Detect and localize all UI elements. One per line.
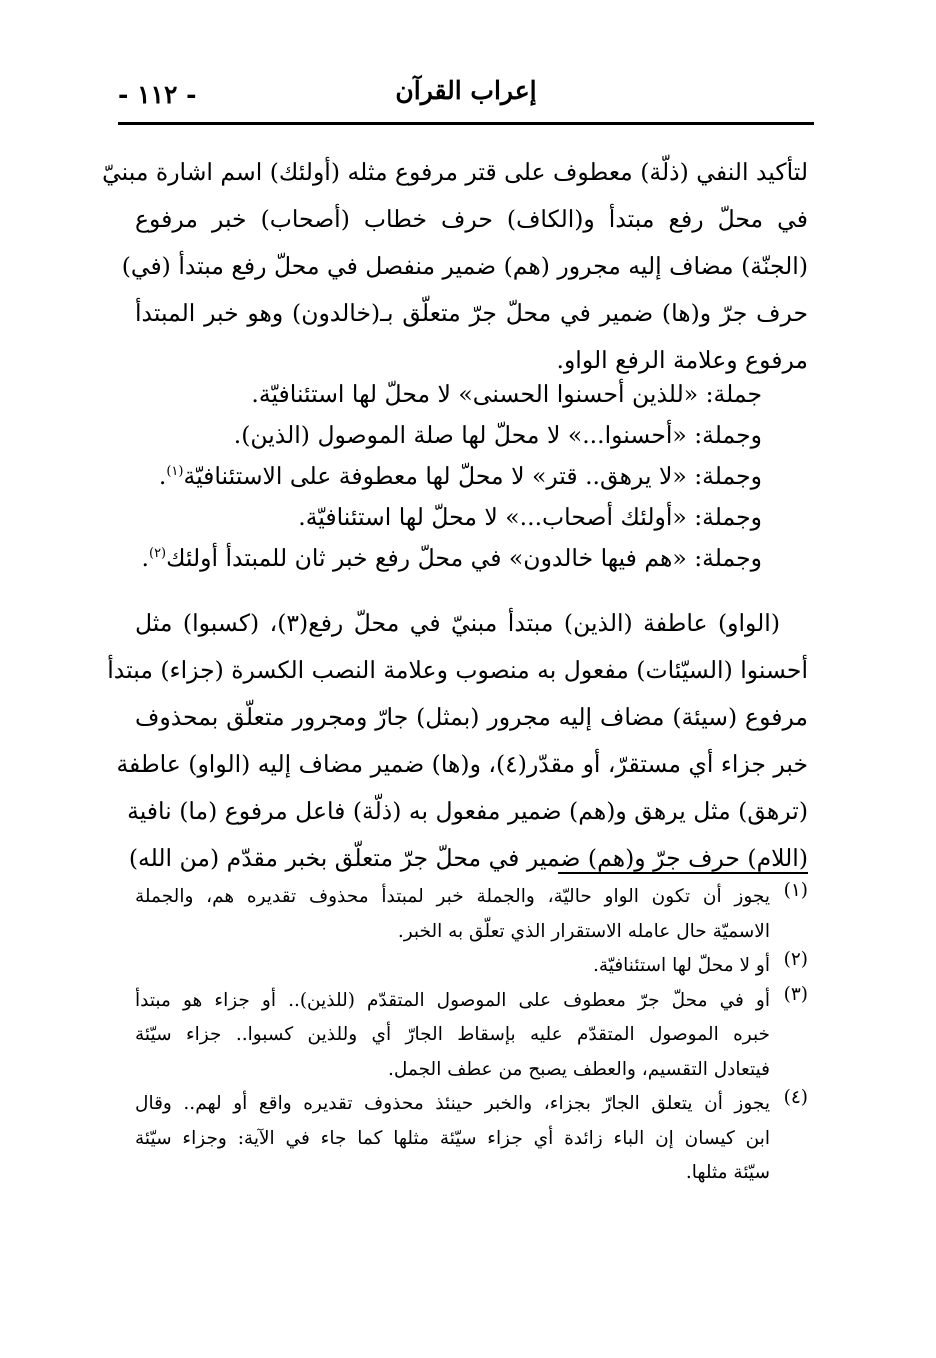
footnote-number: (١): [783, 880, 808, 901]
text-line: أحسنوا (السيّئات) مفعول به منصوب وعلامة النصب الكسرة (جزاء) مبتدأ: [107, 656, 808, 684]
text-line: (الواو) عاطفة (الذين) مبتدأ مبنيّ في محلّ رفع(٣)، (كسبوا) مثل: [135, 609, 781, 637]
footnote-3: [135, 984, 808, 1088]
sentence-text: وجملة: «أحسنوا...» لا محلّ لها صلة الموصول (الذين).: [233, 421, 762, 449]
text-line: مرفوع وعلامة الرفع الواو.: [556, 346, 808, 374]
footnote-number: (٤): [783, 1087, 808, 1108]
sentence-item: [150, 497, 762, 538]
footnote-1: [135, 880, 808, 949]
sentence-text: وجملة: «هم فيها خالدون» في محلّ رفع خبر ثان للمبتدأ أولئك: [166, 544, 762, 572]
paragraph-2: [107, 600, 808, 882]
footnote-number: (٢): [783, 949, 808, 970]
footnote-4: [135, 1087, 808, 1191]
text-line: (ترهق) مثل يرهق و(هم) ضمير مفعول به (ذلّة) فاعل مرفوع (ما) نافية: [127, 797, 808, 825]
footnotes: [135, 880, 808, 1191]
sentence-item: وجملة: «لا يرهق.. قتر» لا محلّ لها معطوفة على الاستئنافيّة$^{(١)}$.: [158, 462, 762, 490]
footnote-line: يجوز أن تكون الواو حاليّة، والجملة خبر لمبتدأ محذوف تقديره هم، والجملة: [135, 886, 770, 907]
text-line: (اللام) حرف جرّ و(هم) ضمير في محلّ جرّ متعلّق بخبر مقدّم (من الله): [128, 844, 808, 872]
footnote-line: أو لا محلّ لها استئنافيّة.: [592, 955, 770, 976]
sentence-list: [141, 374, 762, 579]
footnote-line: الاسميّة حال عامله الاستقرار الذي تعلّق به الخبر.: [397, 920, 770, 942]
footnote-line: أو في محلّ جرّ معطوف على الموصول المتقدّم (للذين).. أو جزاء هو مبتدأ: [135, 989, 770, 1011]
sentence-item: [150, 415, 762, 456]
text-line: (الجنّة) مضاف إليه مجرور (هم) ضمير منفصل في محلّ رفع مبتدأ (في): [121, 252, 808, 280]
text-line: مرفوع (سيئة) مضاف إليه مجرور (بمثل) جارّ ومجرور متعلّق بمحذوف: [135, 703, 808, 731]
page-title: إعراب القرآن: [395, 76, 537, 105]
text-line: حرف جرّ و(ها) ضمير في محلّ جرّ متعلّق بـ(خالدون) وهو خبر المبتدأ: [135, 299, 808, 327]
sentence-text: جملة: «للذين أحسنوا الحسنى» لا محلّ لها استئنافيّة.: [251, 380, 762, 408]
footnote-line: يجوز أن يتعلق الجارّ بجزاء، والخبر حينئذ محذوف تقديره واقع أو لهم.. وقال: [135, 1093, 770, 1114]
footnote-line: خبره الموصول المتقدّم عليه بإسقاط الجارّ أي وللذين كسبوا.. جزاء سيّئة: [135, 1024, 770, 1045]
footnote-2: [135, 949, 808, 984]
footnote-ref: (٢): [148, 546, 167, 562]
header-divider: [118, 122, 814, 125]
paragraph-1: [102, 149, 808, 384]
sentence-item: وجملة: «هم فيها خالدون» في محلّ رفع خبر ثان للمبتدأ أولئك$^{(٢)}$.: [141, 544, 762, 572]
footnote-ref: (١): [166, 464, 184, 480]
footnote-line: سيّئة مثلها.: [685, 1162, 770, 1183]
page-number: - ١١٢ -: [118, 80, 197, 109]
page-header: [118, 70, 814, 126]
footnote-divider: [558, 872, 808, 874]
footnote-line: فيتعادل التقسيم، والعطف يصبح من عطف الجمل.: [388, 1058, 770, 1080]
text-line: لتأكيد النفي (ذلّة) معطوف على قتر مرفوع مثله (أولئك) اسم اشارة مبنيّ: [102, 158, 808, 186]
footnote-line: ابن كيسان إن الباء زائدة أي جزاء سيّئة مثلها كما جاء في الآية: وجزاء سيّئة: [135, 1127, 770, 1149]
footnote-number: (٣): [783, 983, 808, 1005]
text-line: في محلّ رفع مبتدأ و(الكاف) حرف خطاب (أصحاب) خبر مرفوع: [135, 205, 808, 233]
sentence-text: وجملة: «أولئك أصحاب...» لا محلّ لها استئنافيّة.: [298, 503, 762, 531]
text-line: خبر جزاء أي مستقرّ، أو مقدّر(٤)، و(ها) ضمير مضاف إليه (الواو) عاطفة: [116, 750, 808, 778]
sentence-text: وجملة: «لا يرهق.. قتر» لا محلّ لها معطوفة على الاستئنافيّة: [183, 462, 762, 490]
sentence-item: [150, 374, 762, 415]
